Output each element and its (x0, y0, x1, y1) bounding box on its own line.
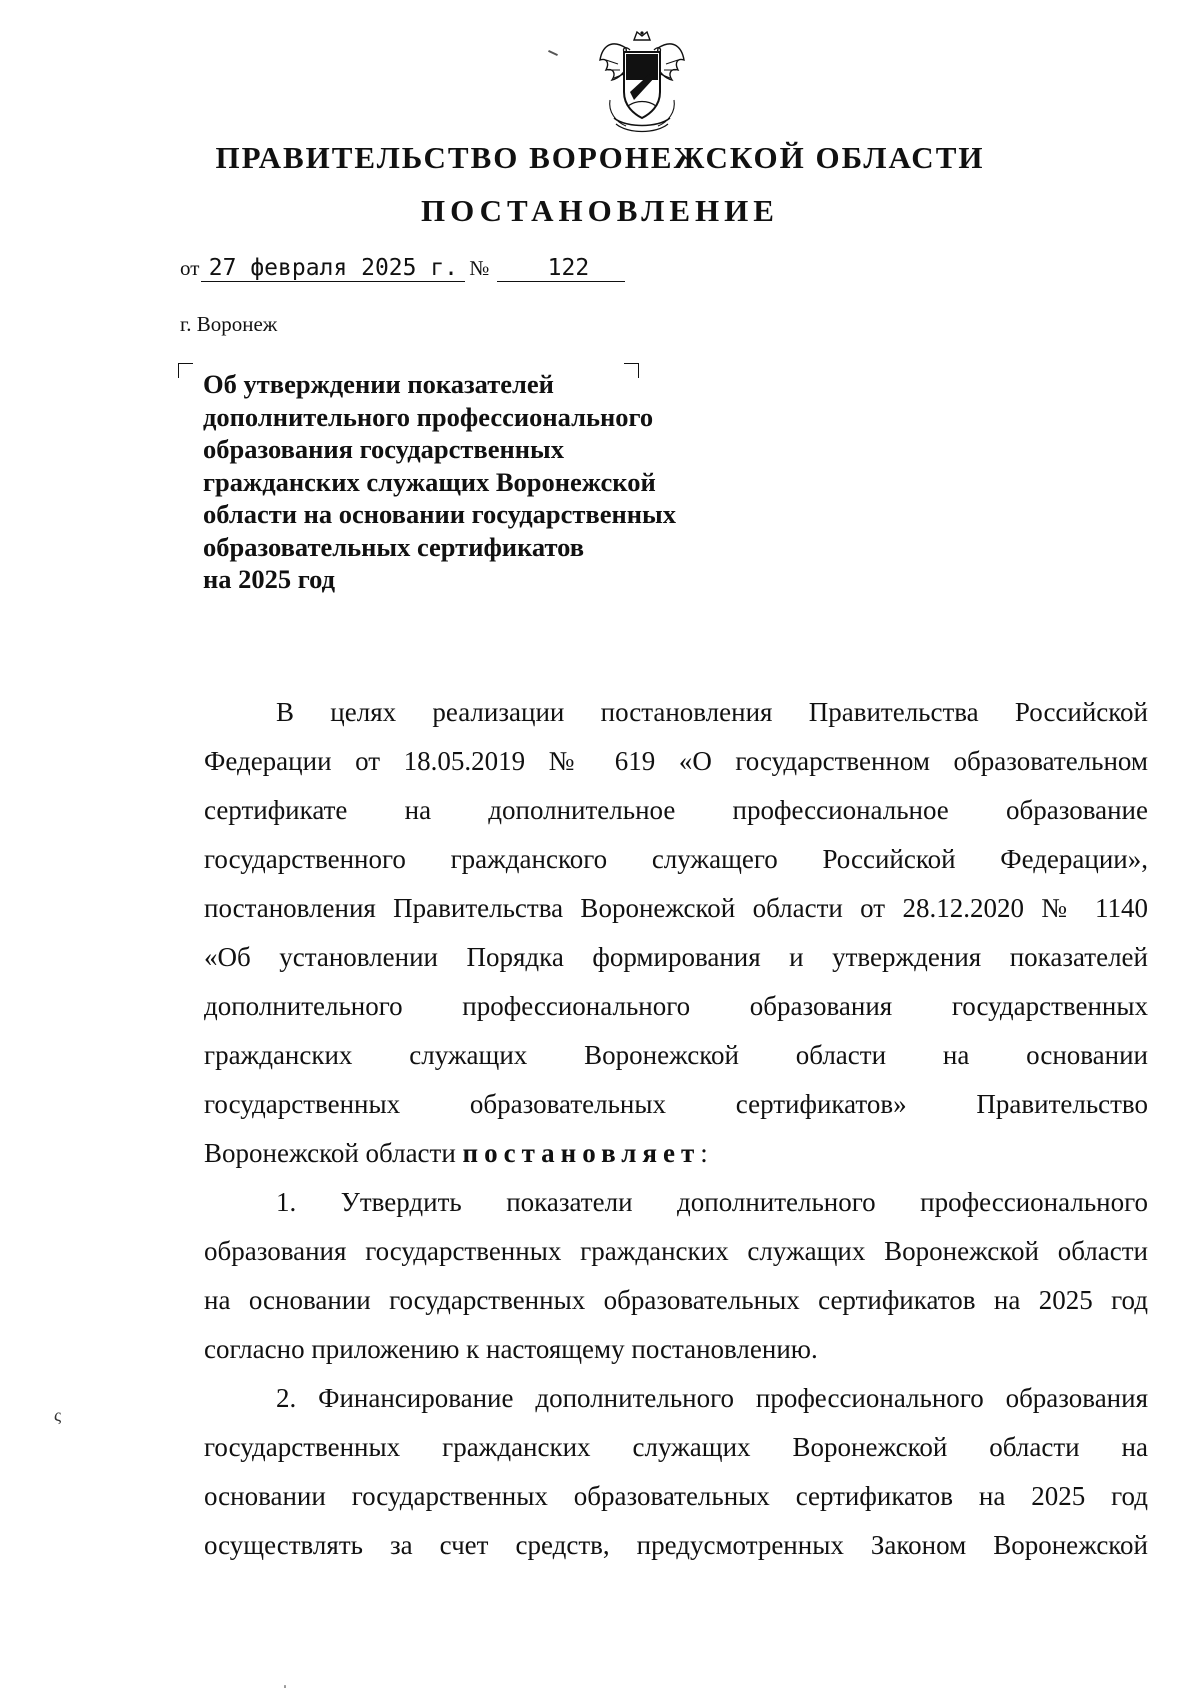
body-line: дополнительного профессионального образования государственных (204, 991, 1148, 1021)
body-line: гражданских служащих Воронежской области на основании (204, 1040, 1148, 1070)
body-line: 1. Утвердить показатели дополнительного профессионального (276, 1187, 1148, 1217)
body-line: образования государственных гражданских служащих Воронежской области (204, 1236, 1148, 1266)
body-line: на основании государственных образовательных сертификатов на 2025 год (204, 1285, 1148, 1315)
number-value: 122 (497, 255, 625, 282)
body-line: «Об установлении Порядка формирования и утверждения показателей (204, 942, 1148, 972)
organization-title: ПРАВИТЕЛЬСТВО ВОРОНЕЖСКОЙ ОБЛАСТИ (215, 140, 985, 175)
subject-line: на 2025 год (203, 564, 336, 594)
body-line: сертификате на дополнительное профессиональное образование (204, 795, 1148, 825)
resolves-prefix: Воронежской области (204, 1138, 463, 1168)
subject-line: Об утверждении показателей (203, 369, 554, 399)
body-line: основании государственных образовательных сертификатов на 2025 год (204, 1481, 1148, 1511)
document-body (204, 688, 1148, 1570)
body-line: постановления Правительства Воронежской области от 28.12.2020 № 1140 (204, 893, 1148, 923)
from-label: от (180, 256, 200, 280)
document-type: ПОСТАНОВЛЕНИЕ (421, 193, 779, 228)
body-line-resolves (204, 1129, 1148, 1178)
subject-line: образования государственных (203, 434, 564, 464)
subject-line: области на основании государственных (203, 499, 676, 529)
body-line: осуществлять за счет средств, предусмотренных Законом Воронежской (204, 1530, 1148, 1560)
body-line: 2. Финансирование дополнительного профессионального образования (276, 1383, 1148, 1413)
scan-mark (548, 50, 558, 56)
scan-dot: ˌ (282, 1668, 288, 1688)
body-line: В целях реализации постановления Правительства Российской (276, 697, 1148, 727)
city-label: г. Воронеж (180, 312, 278, 336)
body-line: государственных образовательных сертификатов» Правительство (204, 1089, 1148, 1119)
title-bracket-left (178, 363, 193, 378)
margin-mark: ς (54, 1405, 62, 1425)
subject-line: образовательных сертификатов (203, 531, 585, 562)
body-line: государственных гражданских служащих Воронежской области на (204, 1432, 1148, 1462)
resolves-keyword: постановляет (462, 1138, 701, 1168)
body-line: Федерации от 18.05.2019 № 619 «О государственном образовательном (204, 746, 1148, 776)
body-line: согласно приложению к настоящему постановлению. (204, 1334, 818, 1364)
resolves-suffix: : (700, 1138, 708, 1168)
subject-line: гражданских служащих Воронежской (203, 466, 656, 497)
date-number-line (180, 255, 625, 282)
date-value: 27 февраля 2025 г. (201, 255, 465, 282)
subject-line: дополнительного профессионального (203, 401, 654, 432)
coat-of-arms-emblem (596, 30, 688, 136)
body-line: государственного гражданского служащего Российской Федерации», (204, 844, 1148, 874)
document-subject (203, 368, 763, 596)
number-label: № (469, 256, 490, 280)
